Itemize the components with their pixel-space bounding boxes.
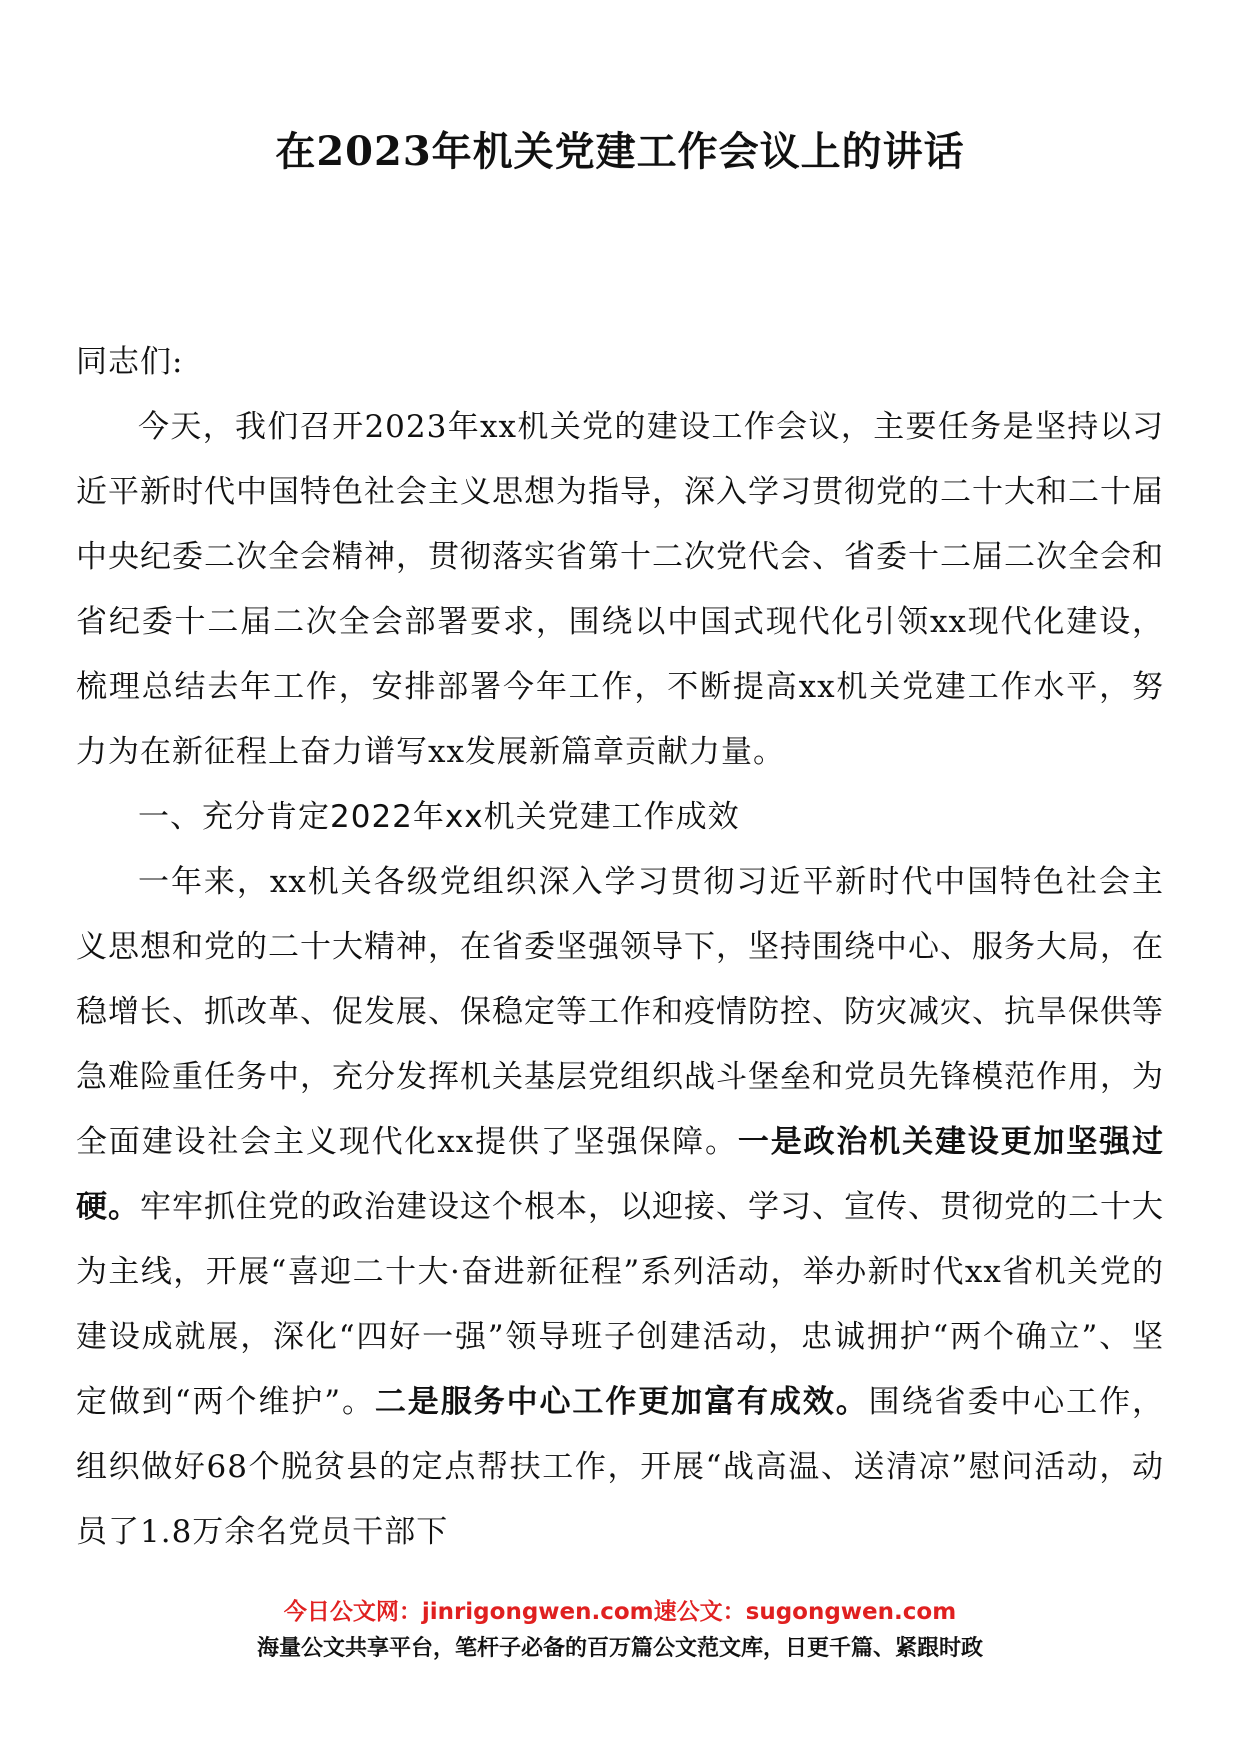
salutation: 同志们:: [76, 344, 184, 380]
footer-tagline: 海量公文共享平台，笔杆子必备的百万篇公文范文库，日更千篇、紧跟时政: [256, 1636, 983, 1661]
section-heading: 一、充分肯定2022年xx机关党建工作成效: [138, 799, 740, 835]
footer-site-links: 今日公文网：jinrigongwen.com速公文：sugongwen.com: [283, 1599, 957, 1625]
point-2-heading: 二是服务中心工作更加富有成效。: [374, 1384, 869, 1420]
document-title: 在2023年机关党建工作会议上的讲话: [275, 128, 965, 175]
point-1-heading: 一是政治机关建设更加坚强过硬。: [76, 1124, 1164, 1225]
document-body: [76, 330, 1164, 1565]
point-2-text: 围绕省委中心工作，组织做好68个脱贫县的定点帮扶工作，开展“战高温、送清凉”慰问活动，动员了1.8万余名党员干部下: [76, 1384, 1165, 1550]
watermark-footer: [0, 1595, 1240, 1669]
section-paragraph: [76, 850, 1164, 1565]
point-1-text: 牢牢抓住党的政治建设这个根本，以迎接、学习、宣传、贯彻党的二十大为主线，开展“喜迎二十大·奋进新征程”系列活动，举办新时代xx省机关党的建设成就展，深化“四好一强”领导班子创建活动，忠诚拥护“两个确立”、坚定做到“两个维护”。: [76, 1189, 1164, 1420]
intro-paragraph: 今天，我们召开2023年xx机关党的建设工作会议，主要任务是坚持以习近平新时代中国特色社会主义思想为指导，深入学习贯彻党的二十大和二十届中央纪委二次全会精神，贯彻落实省第十二次党代会、省委十二届二次全会和省纪委十二届二次全会部署要求，围绕以中国式现代化引领xx现代化建设，梳理总结去年工作，安排部署今年工作，不断提高xx机关党建工作水平，努力为在新征程上奋力谱写xx发展新篇章贡献力量。: [76, 409, 1164, 770]
section-paragraph-text: 一年来，xx机关各级党组织深入学习贯彻习近平新时代中国特色社会主义思想和党的二十大精神，在省委坚强领导下，坚持围绕中心、服务大局，在稳增长、抓改革、促发展、保稳定等工作和疫情防控、防灾减灾、抗旱保供等急难险重任务中，充分发挥机关基层党组织战斗堡垒和党员先锋模范作用，为全面建设社会主义现代化xx提供了坚强保障。: [76, 864, 1164, 1160]
